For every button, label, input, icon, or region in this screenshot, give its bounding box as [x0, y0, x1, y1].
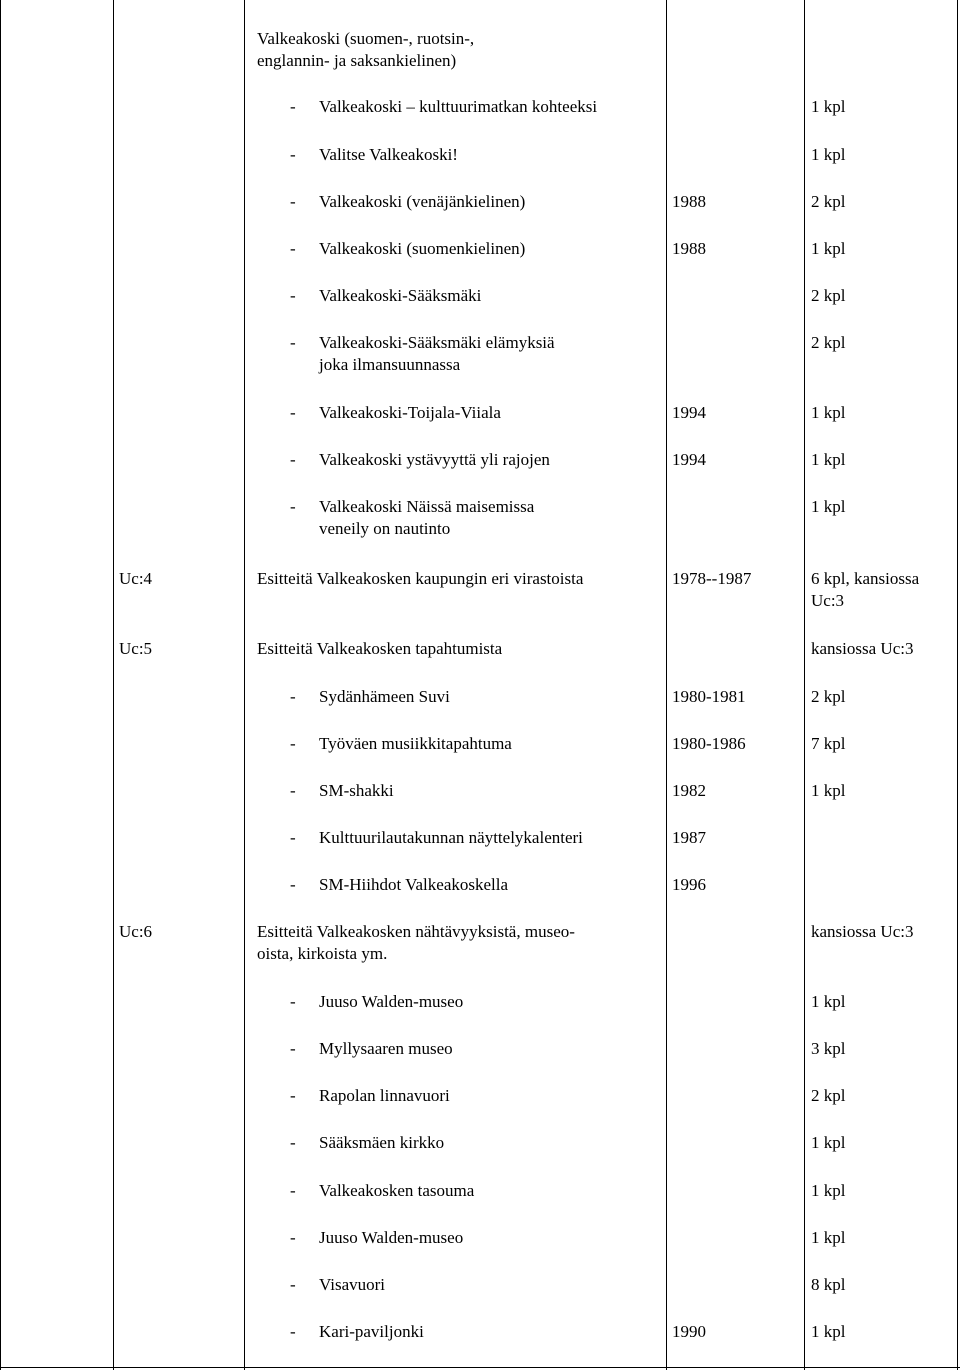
list-dash: -: [290, 875, 296, 894]
row-code: Uc:5: [119, 639, 153, 658]
row-title: oista, kirkoista ym.: [257, 944, 388, 963]
table-border-left: [0, 0, 1, 1370]
row-code: Uc:6: [119, 922, 153, 941]
row-title: Juuso Walden-museo: [319, 992, 464, 1011]
row-title: SM-shakki: [319, 781, 394, 800]
row-quantity: Uc:3: [811, 591, 845, 610]
row-title: Valkeakoski – kulttuurimatkan kohteeksi: [319, 97, 598, 116]
row-year: 1978--1987: [672, 569, 752, 588]
row-year: 1990: [672, 1322, 706, 1341]
list-dash: -: [290, 192, 296, 211]
row-quantity: 1 kpl: [811, 1322, 846, 1341]
row-quantity: 2 kpl: [811, 333, 846, 352]
row-quantity: 1 kpl: [811, 781, 846, 800]
row-title: Rapolan linnavuori: [319, 1086, 450, 1105]
list-dash: -: [290, 828, 296, 847]
column-divider: [244, 0, 245, 1370]
row-year: 1988: [672, 239, 706, 258]
column-divider: [804, 0, 805, 1370]
row-quantity: 2 kpl: [811, 1086, 846, 1105]
row-title: Esitteitä Valkeakosken tapahtumista: [257, 639, 503, 658]
row-year: 1982: [672, 781, 706, 800]
row-title: Sääksmäen kirkko: [319, 1133, 445, 1152]
row-title: Valkeakoski (suomenkielinen): [319, 239, 526, 258]
row-title: Valkeakoski-Toijala-Viiala: [319, 403, 501, 422]
row-title: Valkeakoski (venäjänkielinen): [319, 192, 526, 211]
row-year: 1994: [672, 450, 706, 469]
list-dash: -: [290, 97, 296, 116]
list-dash: -: [290, 1086, 296, 1105]
list-dash: -: [290, 239, 296, 258]
row-quantity: 2 kpl: [811, 286, 846, 305]
row-quantity: 1 kpl: [811, 239, 846, 258]
list-dash: -: [290, 734, 296, 753]
table-border-right: [957, 0, 958, 1370]
row-title: Valkeakoski-Sääksmäki elämyksiä: [319, 333, 555, 352]
row-quantity: 1 kpl: [811, 497, 846, 516]
row-quantity: 1 kpl: [811, 145, 846, 164]
row-quantity: 8 kpl: [811, 1275, 846, 1294]
row-title: englannin- ja saksankielinen): [257, 51, 457, 70]
list-dash: -: [290, 1228, 296, 1247]
row-quantity: 6 kpl, kansiossa: [811, 569, 920, 588]
row-quantity: 1 kpl: [811, 97, 846, 116]
row-year: 1988: [672, 192, 706, 211]
row-title: SM-Hiihdot Valkeakoskella: [319, 875, 509, 894]
list-dash: -: [290, 1275, 296, 1294]
row-title: Valkeakosken tasouma: [319, 1181, 475, 1200]
row-quantity: 1 kpl: [811, 992, 846, 1011]
row-title: Esitteitä Valkeakosken kaupungin eri virastoista: [257, 569, 584, 588]
row-title: Työväen musiikkitapahtuma: [319, 734, 512, 753]
column-divider: [113, 0, 114, 1370]
row-quantity: 3 kpl: [811, 1039, 846, 1058]
list-dash: -: [290, 1322, 296, 1341]
row-title: Kari-paviljonki: [319, 1322, 424, 1341]
row-year: 1994: [672, 403, 706, 422]
table-border-bottom: [0, 1367, 960, 1368]
row-year: 1980-1981: [672, 687, 746, 706]
row-quantity: 1 kpl: [811, 1228, 846, 1247]
list-dash: -: [290, 992, 296, 1011]
row-year: 1980-1986: [672, 734, 746, 753]
list-dash: -: [290, 781, 296, 800]
list-dash: -: [290, 286, 296, 305]
row-title: Valkeakoski ystävyyttä yli rajojen: [319, 450, 550, 469]
row-title: joka ilmansuunnassa: [319, 355, 461, 374]
list-dash: -: [290, 450, 296, 469]
row-title: Juuso Walden-museo: [319, 1228, 464, 1247]
row-quantity: 7 kpl: [811, 734, 846, 753]
row-title: veneily on nautinto: [319, 519, 451, 538]
list-dash: -: [290, 1133, 296, 1152]
row-quantity: kansiossa Uc:3: [811, 639, 914, 658]
row-title: Valkeakoski Näissä maisemissa: [319, 497, 535, 516]
row-title: Myllysaaren museo: [319, 1039, 453, 1058]
row-quantity: 1 kpl: [811, 1181, 846, 1200]
row-code: Uc:4: [119, 569, 153, 588]
row-quantity: 1 kpl: [811, 403, 846, 422]
row-quantity: 2 kpl: [811, 687, 846, 706]
row-title: Kulttuurilautakunnan näyttelykalenteri: [319, 828, 583, 847]
row-year: 1996: [672, 875, 706, 894]
row-title: Visavuori: [319, 1275, 386, 1294]
row-title: Valitse Valkeakoski!: [319, 145, 458, 164]
list-dash: -: [290, 403, 296, 422]
column-divider: [666, 0, 667, 1370]
row-year: 1987: [672, 828, 706, 847]
list-dash: -: [290, 1039, 296, 1058]
row-title: Valkeakoski (suomen-, ruotsin-,: [257, 29, 475, 48]
row-title: Valkeakoski-Sääksmäki: [319, 286, 482, 305]
list-dash: -: [290, 333, 296, 352]
list-dash: -: [290, 687, 296, 706]
row-quantity: kansiossa Uc:3: [811, 922, 914, 941]
list-dash: -: [290, 145, 296, 164]
row-title: Esitteitä Valkeakosken nähtävyyksistä, museo-: [257, 922, 575, 941]
row-quantity: 1 kpl: [811, 450, 846, 469]
list-dash: -: [290, 1181, 296, 1200]
row-quantity: 2 kpl: [811, 192, 846, 211]
list-dash: -: [290, 497, 296, 516]
row-quantity: 1 kpl: [811, 1133, 846, 1152]
row-title: Sydänhämeen Suvi: [319, 687, 450, 706]
